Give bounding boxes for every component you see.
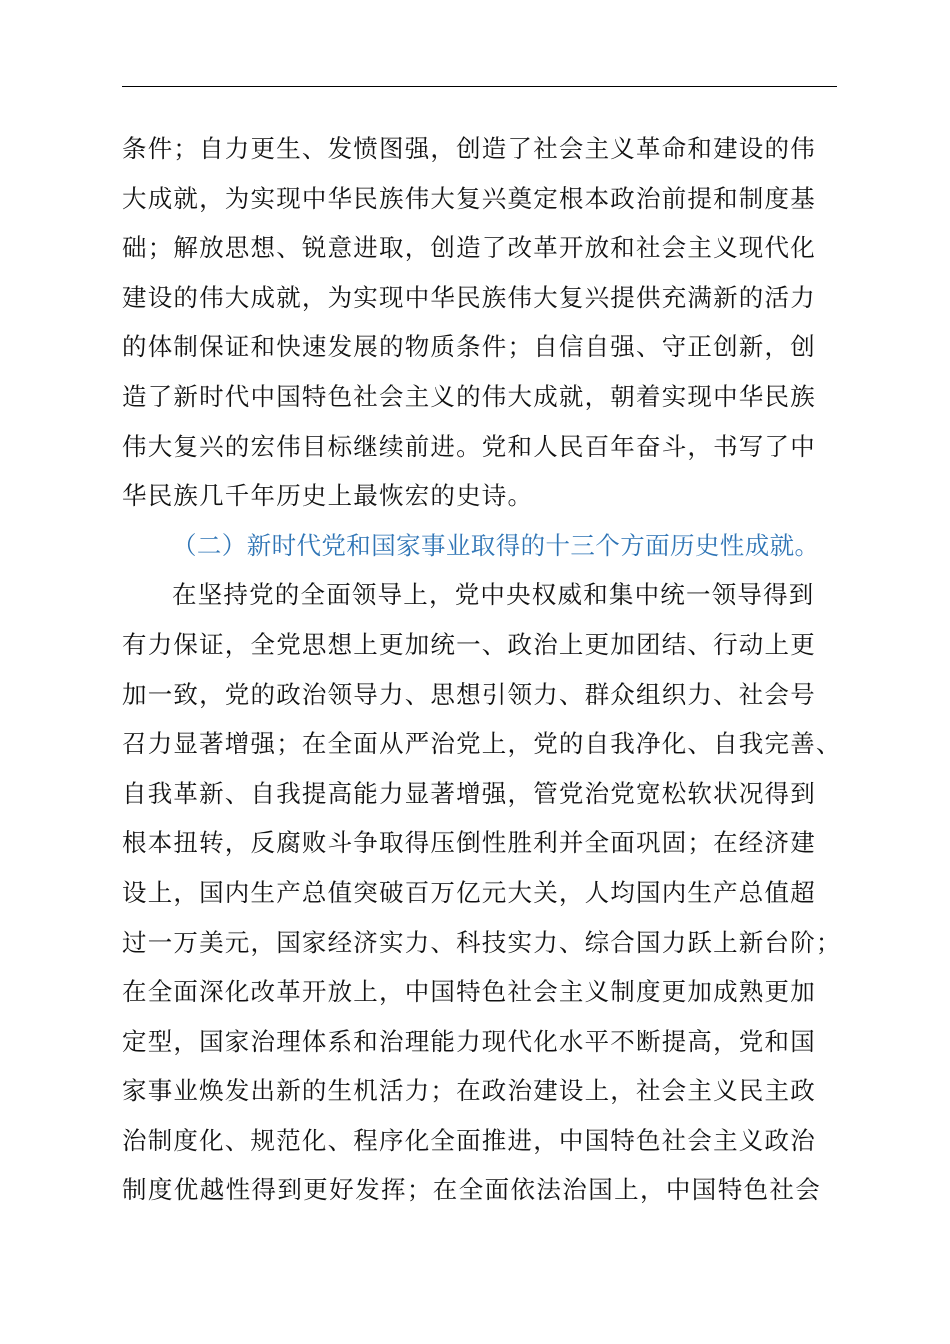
paragraph-line: 造了新时代中国特色社会主义的伟大成就，朝着实现中华民族	[122, 381, 816, 411]
paragraph-line: 定型，国家治理体系和治理能力现代化水平不断提高，党和国	[122, 1026, 816, 1056]
paragraph-line: 加一致，党的政治领导力、思想引领力、群众组织力、社会号	[122, 679, 816, 709]
paragraph-line: 础；解放思想、锐意进取，创造了改革开放和社会主义现代化	[122, 233, 816, 263]
paragraph-line: 自我革新、自我提高能力显著增强，管党治党宽松软状况得到	[122, 778, 816, 808]
paragraph-line: 有力保证，全党思想上更加统一、政治上更加团结、行动上更	[122, 629, 816, 659]
paragraph-line: 建设的伟大成就，为实现中华民族伟大复兴提供充满新的活力	[122, 282, 816, 312]
paragraph-line: 大成就，为实现中华民族伟大复兴奠定根本政治前提和制度基	[122, 183, 816, 213]
paragraph-line: 条件；自力更生、发愤图强，创造了社会主义革命和建设的伟	[122, 134, 816, 163]
header-rule	[122, 86, 837, 87]
paragraph-line: 的体制保证和快速发展的物质条件；自信自强、守正创新，创	[122, 332, 816, 362]
paragraph-line: 华民族几千年历史上最恢宏的史诗。	[122, 481, 534, 511]
document-body	[122, 124, 842, 1215]
section-heading: （二）新时代党和国家事业取得的十三个方面历史性成就。	[172, 530, 820, 560]
paragraph-line: 家事业焕发出新的生机活力；在政治建设上，社会主义民主政	[122, 1076, 816, 1106]
paragraph-line: 治制度化、规范化、程序化全面推进，中国特色社会主义政治	[122, 1125, 816, 1155]
paragraph-line: 根本扭转，反腐败斗争取得压倒性胜利并全面巩固；在经济建	[122, 828, 816, 858]
paragraph-line: 设上，国内生产总值突破百万亿元大关，人均国内生产总值超	[122, 877, 816, 907]
paragraph-line: 在全面深化改革开放上，中国特色社会主义制度更加成熟更加	[122, 977, 816, 1007]
paragraph-line: 召力显著增强；在全面从严治党上，党的自我净化、自我完善、	[122, 729, 842, 759]
paragraph-line: 过一万美元，国家经济实力、科技实力、综合国力跃上新台阶；	[122, 927, 842, 957]
paragraph-line: 在坚持党的全面领导上，党中央权威和集中统一领导得到	[172, 580, 815, 610]
paragraph-line: 伟大复兴的宏伟目标继续前进。党和人民百年奋斗，书写了中	[122, 431, 816, 461]
paragraph-line: 制度优越性得到更好发挥；在全面依法治国上，中国特色社会	[122, 1175, 822, 1205]
